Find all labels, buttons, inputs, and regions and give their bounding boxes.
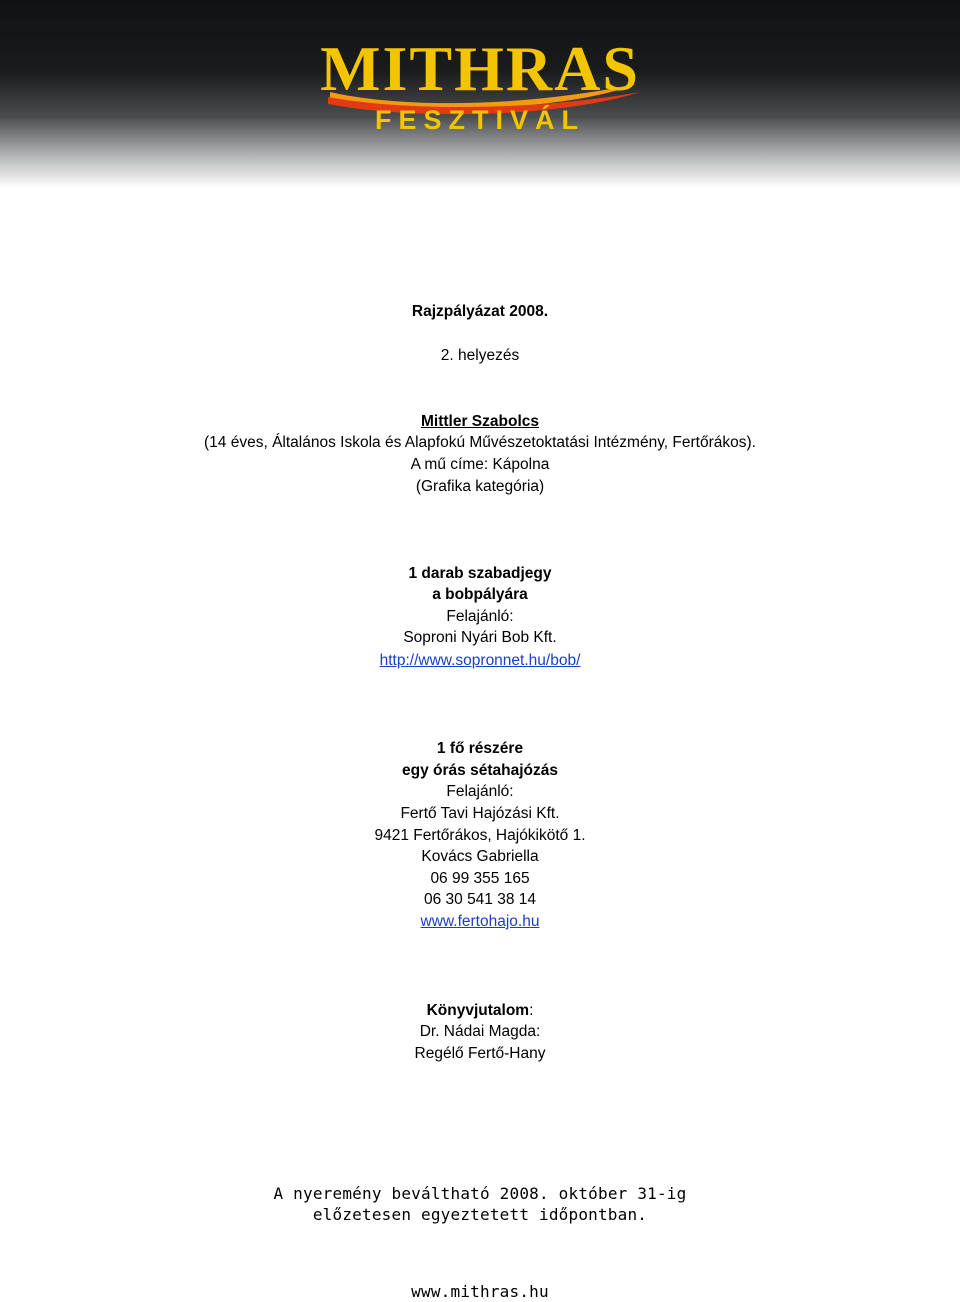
prize3-heading bbox=[0, 1001, 960, 1021]
document-title: Rajzpályázat 2008. bbox=[411, 303, 549, 320]
prize2-phone2: 06 30 541 38 14 bbox=[423, 891, 537, 908]
redeem-note-line2: előzetesen egyeztetett időpontban. bbox=[312, 1205, 648, 1224]
logo-subtitle: FESZTIVÁL bbox=[375, 105, 585, 135]
mithras-logo bbox=[0, 0, 960, 188]
footer-website: www.mithras.hu bbox=[411, 1282, 549, 1301]
prize1-line2: a bobpályára bbox=[432, 586, 528, 603]
prize2-contact: Kovács Gabriella bbox=[421, 848, 539, 865]
logo-title: MITHRAS bbox=[320, 33, 640, 104]
prize1-line1: 1 darab szabadjegy bbox=[408, 565, 552, 582]
prize1-sponsor: Soproni Nyári Bob Kft. bbox=[403, 629, 557, 646]
prize2-line2: egy órás sétahajózás bbox=[402, 762, 558, 779]
prize2-line1: 1 fő részére bbox=[436, 740, 524, 757]
category: (Grafika kategória) bbox=[415, 478, 545, 495]
winner-details: (14 éves, Általános Iskola és Alapfokú Művészetoktatási Intézmény, Fertőrákos). bbox=[204, 434, 756, 451]
prize2-url-link[interactable]: www.fertohajo.hu bbox=[420, 913, 540, 930]
prize3-label: Könyvjutalom bbox=[426, 1002, 530, 1019]
redeem-note-line1: A nyeremény beváltható 2008. október 31-ig bbox=[273, 1184, 687, 1203]
header-banner bbox=[0, 0, 960, 188]
prize2-address: 9421 Fertőrákos, Hajókikötő 1. bbox=[374, 827, 586, 844]
prize2-phone1: 06 99 355 165 bbox=[430, 870, 530, 887]
prize3-book: Regélő Fertő-Hany bbox=[414, 1045, 546, 1062]
prize3-colon: : bbox=[529, 1002, 534, 1019]
winner-name: Mittler Szabolcs bbox=[421, 413, 539, 430]
placement: 2. helyezés bbox=[440, 347, 520, 364]
prize3-author: Dr. Nádai Magda: bbox=[419, 1023, 541, 1040]
work-title: A mű címe: Kápolna bbox=[410, 456, 550, 473]
prize1-offer-label: Felajánló: bbox=[446, 608, 514, 625]
prize1-url-link[interactable]: http://www.sopronnet.hu/bob/ bbox=[379, 652, 581, 669]
prize2-sponsor: Fertő Tavi Hajózási Kft. bbox=[400, 805, 560, 822]
prize2-offer-label: Felajánló: bbox=[446, 783, 514, 800]
